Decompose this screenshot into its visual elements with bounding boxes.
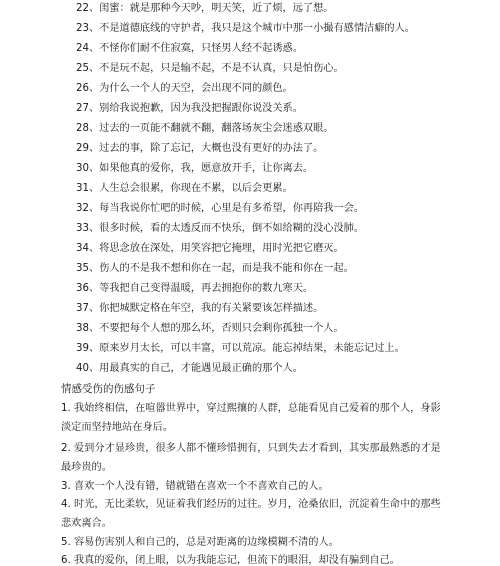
list-item: 31、人生总会很累，你现在不累，以后会更累。 — [76, 183, 293, 194]
list-item: 26、为什么一个人的天空，会出现不同的颜色。 — [76, 83, 293, 94]
list-item: 38、不要把每个人想的那么坏，否则只会剩你孤独一个人。 — [76, 323, 344, 334]
paragraph: 4. 时光，无比柔软，见证着我们经历的过往。岁月，沧桑依旧，沉淀着生命中的那些悲欢离合。 — [61, 499, 441, 529]
list-item: 33、很多时候，看的太透反而不快乐，倒不如给糊的没心没肺。 — [76, 223, 365, 234]
list-item: 32、每当我说你忙吧的时候，心里是有多希望，你再陪我一会。 — [76, 203, 365, 214]
list-item: 37、你把城默定格在年空，我的有关紧要该怎样描述。 — [76, 303, 324, 314]
paragraph: 5. 容易伤害别人和自己的，总是对距离的边缘模糊不清的人。 — [61, 537, 339, 548]
list-item: 24、不怪你们耐不住寂寞，只怪男人经不起诱惑。 — [76, 43, 303, 54]
list-item: 22、闺蜜：就是那种今天吵，明天笑，近了烦，远了想。 — [76, 3, 334, 14]
paragraph: 6. 我真的爱你，闭上眼，以为我能忘记，但流下的眼泪，却没有骗到自己。 — [61, 555, 400, 566]
list-item: 23、不是道德底线的守护者，我只是这个城市中那一小撮有感情洁癖的人。 — [76, 23, 415, 34]
paragraph: 1. 我始终相信，在喧嚣世界中，穿过熙攘的人群，总能看见自己爱着的那个人，身影淡定而坚持地站在身后。 — [61, 403, 441, 433]
list-item: 36、等我把自己变得温暖，再去拥抱你的数九寒天。 — [76, 283, 314, 294]
list-item: 39、原来岁月太长，可以丰富，可以荒凉。能忘掉结果，未能忘记过上。 — [76, 343, 405, 354]
list-item: 35、伤人的不是我不想和你在一起，而是我不能和你在一起。 — [76, 263, 354, 274]
paragraph: 3. 喜欢一个人没有错，错就错在喜欢一个不喜欢自己的人。 — [61, 481, 329, 492]
paragraph: 2. 爱到分才显珍贵，很多人都不懂珍惜拥有，只到失去才看到，其实那最熟悉的才是最珍贵的。 — [61, 443, 441, 473]
list-item: 29、过去的事，除了忘记，大概也没有更好的办法了。 — [76, 143, 324, 154]
list-item: 25、不是玩不起，只是输不起，不是不认真，只是怕伤心。 — [76, 63, 344, 74]
list-item: 28、过去的一页能不翻就不翻，翻落场灰尘会迷惑双眼。 — [76, 123, 334, 134]
list-item: 30、如果他真的爱你，我，愿意放开手，让你离去。 — [76, 163, 314, 174]
list-item: 27、别给我说抱歉，因为我没把握跟你说没关系。 — [76, 103, 303, 114]
list-item: 40、用最真实的自己，才能遇见最正确的那个人。 — [76, 363, 303, 374]
list-item: 34、将思念放在深处，用笑容把它掩埋，用时光把它磨灭。 — [76, 243, 344, 254]
section-heading: 情感受伤的伤感句子 — [61, 383, 156, 395]
